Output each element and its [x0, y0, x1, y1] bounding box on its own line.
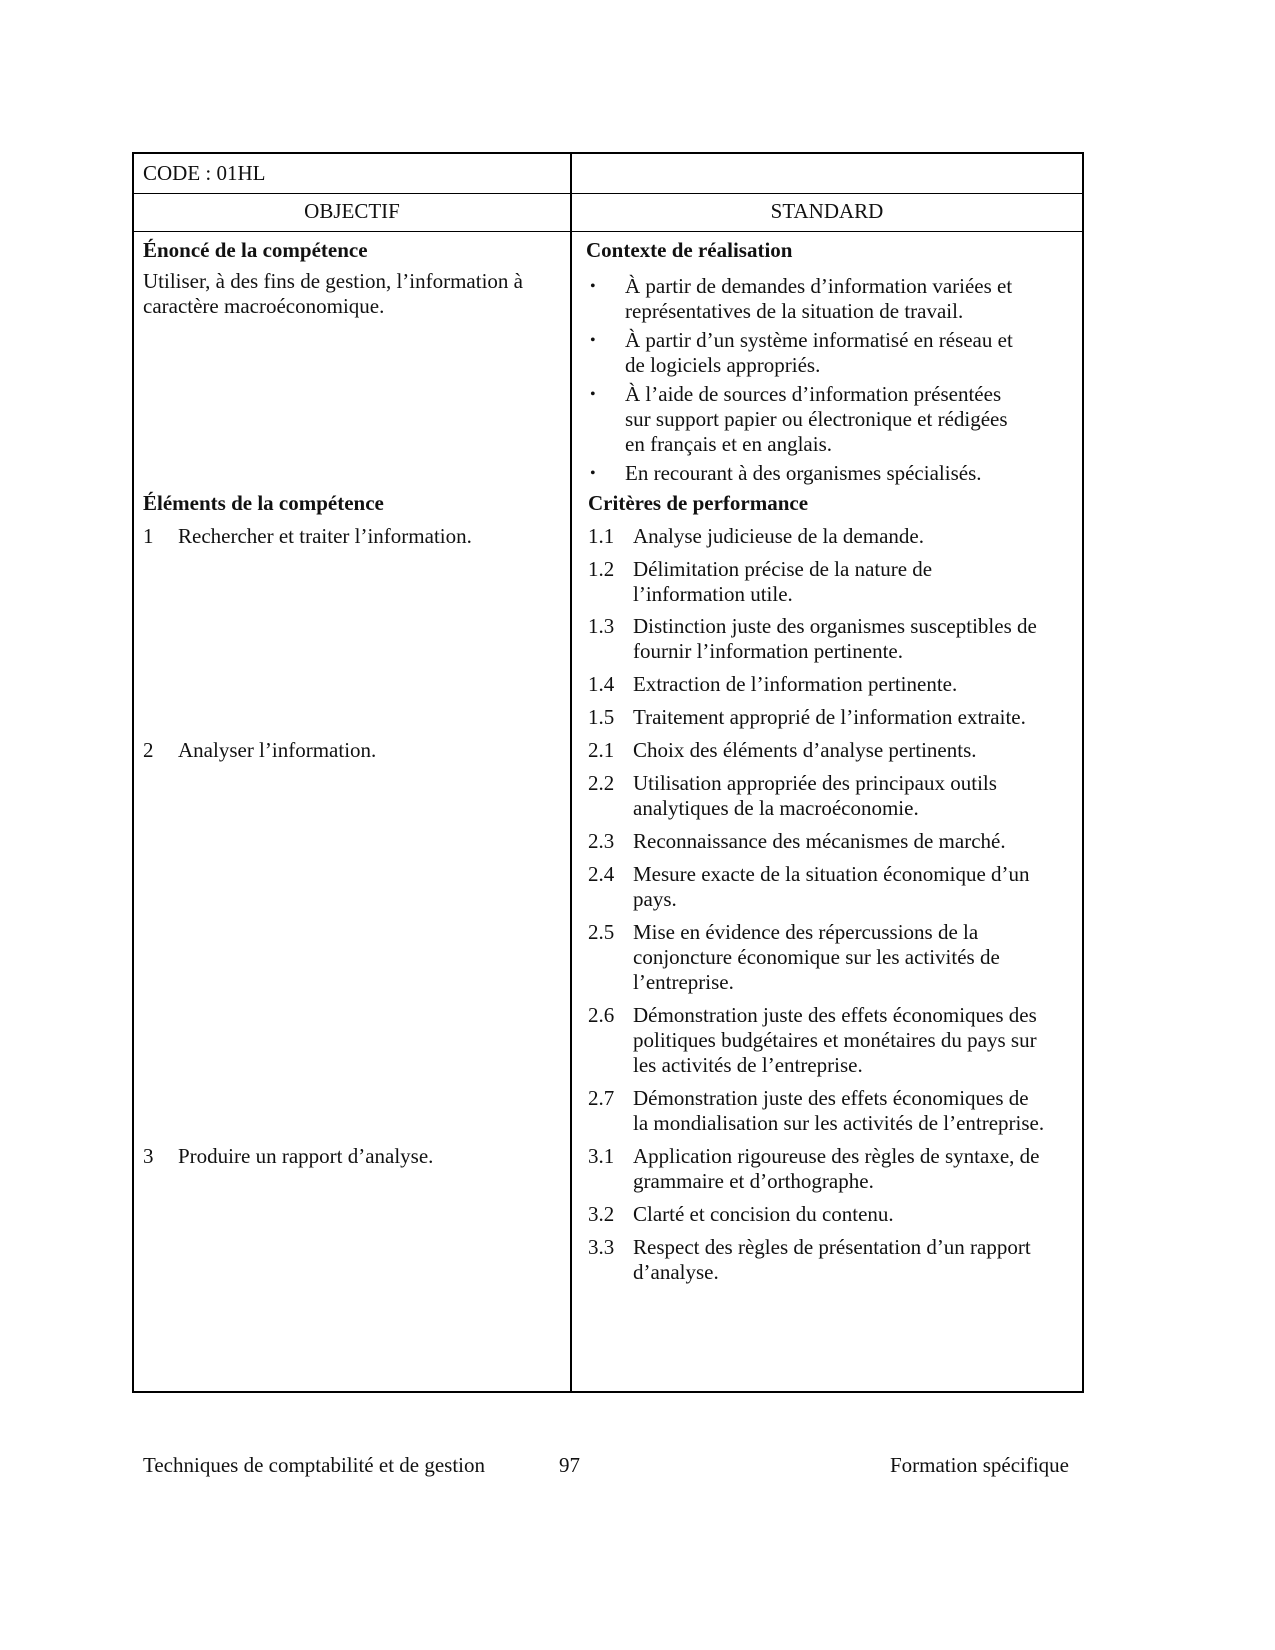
element-text: Rechercher et traiter l’information.: [178, 524, 472, 548]
critere-number: 3.1: [588, 1144, 615, 1168]
footer-section: Formation spécifique: [889, 1453, 1069, 1477]
critere-number: 2.2: [588, 771, 615, 795]
contexte-line: À l’aide de sources d’information présentées: [625, 382, 1002, 406]
critere-number: 1.1: [588, 524, 615, 548]
enonce-line: Utiliser, à des fins de gestion, l’information à: [143, 269, 523, 293]
critere-line: l’information utile.: [633, 582, 793, 606]
contexte-line: sur support papier ou électronique et rédigées: [625, 407, 1008, 431]
critere-line: Clarté et concision du contenu.: [633, 1202, 894, 1226]
critere-line: analytiques de la macroéconomie.: [633, 796, 919, 820]
critere-line: Utilisation appropriée des principaux outils: [633, 771, 997, 795]
critere-number: 1.3: [588, 614, 615, 638]
critere-line: pays.: [633, 887, 677, 911]
critere-line: Reconnaissance des mécanismes de marché.: [633, 829, 1006, 853]
code-label: CODE : 01HL: [143, 161, 266, 185]
enonce-title: Énoncé de la compétence: [143, 238, 368, 262]
critere-line: fournir l’information pertinente.: [633, 639, 903, 663]
row-divider: [132, 193, 1082, 194]
contexte-line: À partir de demandes d’information variées et: [625, 274, 1013, 298]
critere-line: Délimitation précise de la nature de: [633, 557, 933, 581]
critere-number: 2.1: [588, 738, 615, 762]
critere-number: 1.5: [588, 705, 615, 729]
critere-number: 1.2: [588, 557, 615, 581]
critere-line: conjoncture économique sur les activités de: [633, 945, 1000, 969]
critere-line: l’entreprise.: [633, 970, 734, 994]
critere-line: politiques budgétaires et monétaires du pays sur: [633, 1028, 1037, 1052]
critere-line: Analyse judicieuse de la demande.: [633, 524, 924, 548]
column-divider: [570, 152, 572, 1391]
critere-line: Application rigoureuse des règles de syntaxe, de: [633, 1144, 1040, 1168]
element-number: 2: [143, 738, 154, 762]
page-number: 97: [559, 1453, 580, 1477]
critere-line: Extraction de l’information pertinente.: [633, 672, 958, 696]
contexte-title: Contexte de réalisation: [586, 238, 793, 262]
element-number: 1: [143, 524, 154, 548]
critere-number: 2.4: [588, 862, 615, 886]
critere-line: Choix des éléments d’analyse pertinents.: [633, 738, 977, 762]
critere-line: grammaire et d’orthographe.: [633, 1169, 874, 1193]
critere-line: d’analyse.: [633, 1260, 719, 1284]
critere-line: Mesure exacte de la situation économique d’un: [633, 862, 1030, 886]
bullet-icon: •: [590, 278, 596, 295]
critere-number: 2.5: [588, 920, 615, 944]
critere-number: 3.3: [588, 1235, 615, 1259]
enonce-line: caractère macroéconomique.: [143, 294, 385, 318]
critere-line: Démonstration juste des effets économiques des: [633, 1003, 1037, 1027]
critere-number: 3.2: [588, 1202, 615, 1226]
critere-line: les activités de l’entreprise.: [633, 1053, 863, 1077]
criteres-title: Critères de performance: [588, 491, 809, 515]
critere-number: 2.7: [588, 1086, 615, 1110]
critere-line: la mondialisation sur les activités de l’entreprise.: [633, 1111, 1045, 1135]
contexte-line: représentatives de la situation de travail.: [625, 299, 964, 323]
critere-number: 1.4: [588, 672, 615, 696]
critere-line: Respect des règles de présentation d’un rapport: [633, 1235, 1031, 1259]
element-text: Produire un rapport d’analyse.: [178, 1144, 434, 1168]
bullet-icon: •: [590, 332, 596, 349]
standard-header: STANDARD: [770, 199, 884, 223]
element-text: Analyser l’information.: [178, 738, 377, 762]
critere-number: 2.3: [588, 829, 615, 853]
footer-program: Techniques de comptabilité et de gestion: [143, 1453, 486, 1477]
bullet-icon: •: [590, 465, 596, 482]
contexte-line: de logiciels appropriés.: [625, 353, 821, 377]
critere-number: 2.6: [588, 1003, 615, 1027]
bullet-icon: •: [590, 386, 596, 403]
objectif-header: OBJECTIF: [304, 199, 400, 223]
contexte-line: en français et en anglais.: [625, 432, 832, 456]
critere-line: Démonstration juste des effets économiques de: [633, 1086, 1029, 1110]
element-number: 3: [143, 1144, 154, 1168]
row-divider: [132, 231, 1082, 232]
elements-title: Éléments de la compétence: [143, 491, 384, 515]
critere-line: Traitement approprié de l’information extraite.: [633, 705, 1026, 729]
critere-line: Distinction juste des organismes susceptibles de: [633, 614, 1037, 638]
contexte-line: En recourant à des organismes spécialisés.: [625, 461, 982, 485]
critere-line: Mise en évidence des répercussions de la: [633, 920, 979, 944]
contexte-line: À partir d’un système informatisé en réseau et: [625, 328, 1013, 352]
